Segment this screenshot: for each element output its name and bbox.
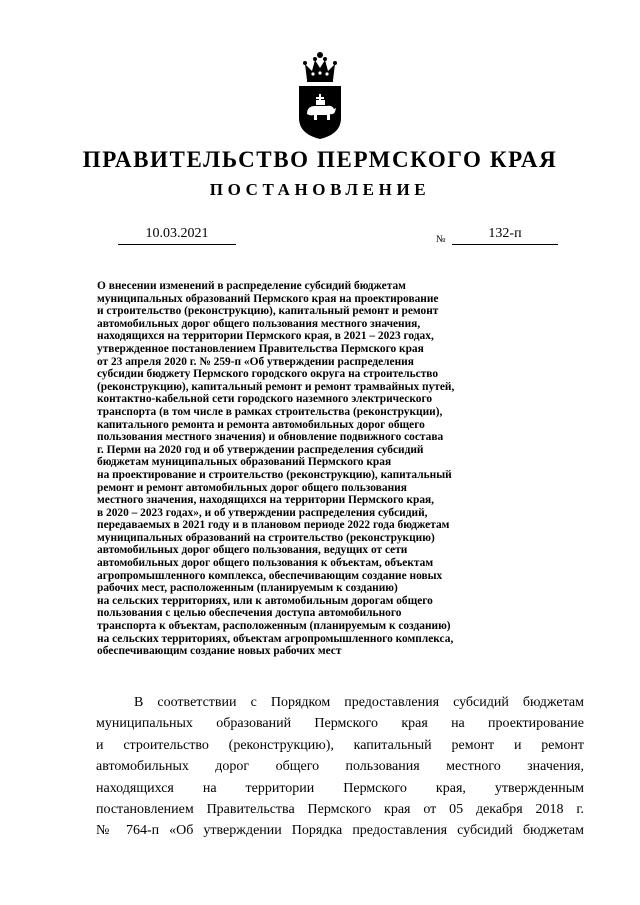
document-date: 10.03.2021 — [118, 226, 236, 245]
title-line: бюджетам муниципальных образований Пермского края — [97, 456, 392, 469]
body-line: автомобильных дорог общего пользования местного значения, — [96, 759, 584, 775]
title-line: пользования с целью обеспечения доступа автомобильного — [97, 607, 402, 620]
body-line: находящихся на территории Пермского края, утвержденным — [96, 780, 584, 796]
body-line: муниципальных образований Пермского края на проектирование — [96, 716, 584, 732]
number-label: № — [436, 234, 446, 245]
title-line: автомобильных дорог общего пользования, ведущих от сети — [97, 544, 408, 557]
title-line: передаваемых в 2021 году и в плановом периоде 2022 года бюджетам — [97, 519, 450, 532]
title-line: транспорта (в том числе в рамках строительства (реконструкции), — [97, 405, 443, 418]
title-line: местного значения, находящихся на территории Пермского края, — [97, 494, 435, 507]
body-line: В соответствии с Порядком предоставления субсидий бюджетам — [134, 695, 584, 710]
document-number: 132-п — [452, 226, 558, 245]
document-type-heading: ПОСТАНОВЛЕНИЕ — [209, 180, 431, 199]
title-line: рабочих мест, расположенным (планируемым к созданию) — [97, 582, 398, 595]
title-line: пользования местного значения) и обновление подвижного состава — [97, 431, 444, 444]
title-line: ремонт и ремонт автомобильных дорог общего пользования — [97, 481, 407, 494]
title-line: транспорта к объектам, расположенным (планируемым к созданию) — [97, 620, 451, 633]
title-line: г. Перми на 2020 год и об утверждении распределения субсидий — [97, 443, 424, 456]
title-line: контактно-кабельной сети городского наземного электрического — [97, 393, 433, 406]
government-title: ПРАВИТЕЛЬСТВО ПЕРМСКОГО КРАЯ — [82, 147, 558, 172]
title-line: от 23 апреля 2020 г. № 259-п «Об утверждении распределения — [97, 355, 414, 368]
title-line: находящихся на территории Пермского края, в 2021 – 2023 годах, — [97, 330, 434, 343]
title-line: агропромышленного комплекса, обеспечивающим создание новых — [97, 569, 443, 582]
title-line: и строительство (реконструкцию), капитальный ремонт и ремонт — [97, 305, 439, 318]
title-line: на проектирование и строительство (реконструкцию), капитальный — [97, 468, 452, 481]
title-line: автомобильных дорог общего пользования к объектам, объектам — [97, 557, 434, 570]
title-line: муниципальных образований Пермского края на проектирование — [97, 292, 439, 305]
body-line: и строительство (реконструкцию), капитальный ремонт и ремонт — [96, 737, 584, 753]
title-line: О внесении изменений в распределение субсидий бюджетам — [97, 280, 406, 292]
body-line: № 764-п «Об утверждении Порядка предоставления субсидий бюджетам — [96, 823, 584, 839]
title-line: автомобильных дорог общего пользования местного значения, — [97, 317, 421, 330]
body-line: постановлением Правительства Пермского края от 05 декабря 2018 г. — [96, 802, 584, 818]
title-line: обеспечивающим создание новых рабочих мест — [97, 645, 342, 658]
title-line: (реконструкцию), капитальный ремонт и ремонт трамвайных путей, — [97, 380, 455, 393]
perm-krai-coat-of-arms-icon — [293, 50, 347, 140]
body-paragraph — [96, 692, 584, 842]
title-line: на сельских территориях, объектам агропромышленного комплекса, — [97, 632, 454, 645]
resolution-title — [97, 280, 575, 658]
title-line: утвержденное постановлением Правительства Пермского края — [97, 342, 424, 355]
title-line: субсидии бюджету Пермского городского округа на строительство — [97, 368, 439, 381]
title-line: муниципальных образований на строительство (реконструкцию) — [97, 531, 435, 544]
title-line: капитального ремонта и ремонта автомобильных дорог общего — [97, 418, 425, 431]
title-line: в 2020 – 2023 годах», и об утверждении распределения субсидий, — [97, 506, 428, 519]
title-line: на сельских территориях, или к автомобильным дорогам общего — [97, 594, 433, 607]
